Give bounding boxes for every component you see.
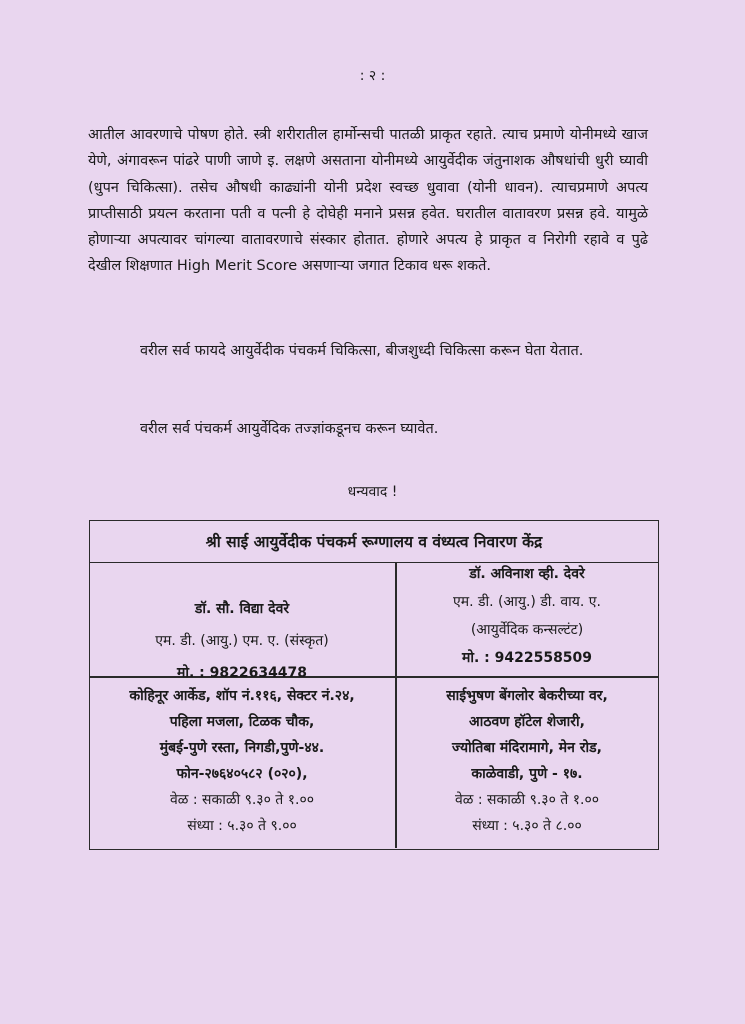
address2-info [396, 683, 658, 839]
page-number: : २ : [359, 68, 386, 84]
paragraph-text: वरील सर्व पंचकर्म आयुर्वेदिक तज्ज्ञांकडूनच करून घ्यावेत. [140, 421, 439, 437]
address2-timing-evening: संध्या : ५.३० ते ८.०० [472, 818, 582, 834]
doctor2-role: (आयुर्वेदिक कन्सल्टंट) [470, 622, 584, 638]
thanks-text: धन्यवाद ! [347, 484, 398, 500]
address1-line1: कोहिनूर आर्केड, शॉप नं.११६, सेक्टर नं.२४, [129, 688, 355, 704]
doctor2-info [396, 561, 658, 671]
doctor2-name: डॉ. अविनाश व्ही. देवरे [469, 566, 585, 582]
address2-line4: काळेवाडी, पुणे - १७. [471, 766, 583, 782]
body-paragraph-2 [88, 338, 648, 364]
address1-info [89, 683, 395, 839]
doctor1-name: डॉ. सौ. विद्या देवरे [194, 601, 290, 617]
address2-line1: साईभुषण बेंगलोर बेकरीच्या वर, [446, 688, 608, 704]
body-paragraph-1 [88, 122, 648, 280]
address1-timing-evening: संध्या : ५.३० ते ९.०० [187, 818, 297, 834]
doctor2-degree: एम. डी. (आयु.) डी. वाय. ए. [453, 594, 601, 610]
doctor1-mobile: मो. : 9822634478 [176, 665, 308, 681]
paragraph-text: वरील सर्व फायदे आयुर्वेदीक पंचकर्म चिकित्सा, बीजशुध्दी चिकित्सा करून घेता येतात. [140, 343, 584, 359]
address1-phone: फोन-२७६४०५८२ (०२०), [176, 766, 308, 782]
address2-line2: आठवण हॉटेल शेजारी, [469, 714, 585, 730]
paragraph-text: आतील आवरणाचे पोषण होते. स्त्री शरीरातील हार्मोन्सची पातळी प्राकृत रहाते. त्याच प्रमाणे योनीमध्ये खाज येणे, अंगावरून पांढरे पाणी जाणे इ. लक्षणे असताना योनीमध्ये आयुर्वेदीक जंतुनाशक औषधांची धुरी घ्यावी (धुपन चिकित्सा). तसेच औषधी काढ्यांनी योनी प्रदेश स्वच्छ धुवावा (योनी धावन). त्याचप्रमाणे अपत्य प्राप्तीसाठी प्रयत्न करताना पती व पत्नी हे दोघेही मनाने प्रसन्न हवेत. घरातील वातावरण प्रसन्न हवे. यामुळे होणाऱ्या अपत्यावर चांगल्या वातावरणाचे संस्कार होतात. होणारे अपत्य हे प्राकृत व निरोगी रहावे व पुढे देखील शिक्षणात High Merit Score असणाऱ्या जगात टिकाव धरू शकते. [88, 127, 648, 275]
body-paragraph-3 [88, 416, 648, 442]
clinic-title: श्री साई आयुर्वेदीक पंचकर्म रूग्णालय व वंध्यत्व निवारण केंद्र [90, 521, 658, 563]
address1-line3: मुंबई-पुणे रस्ता, निगडी,पुणे-४४. [159, 740, 325, 756]
doctor1-info [89, 596, 395, 686]
doctor1-degree: एम. डी. (आयु.) एम. ए. (संस्कृत) [155, 633, 329, 649]
address1-timing-morning: वेळ : सकाळी ९.३० ते १.०० [169, 792, 315, 808]
doctor2-mobile: मो. : 9422558509 [461, 650, 593, 666]
address2-line3: ज्योतिबा मंदिरामागे, मेन रोड, [452, 740, 602, 756]
address1-line2: पहिला मजला, टिळक चौक, [169, 714, 315, 730]
address2-timing-morning: वेळ : सकाळी ९.३० ते १.०० [454, 792, 600, 808]
